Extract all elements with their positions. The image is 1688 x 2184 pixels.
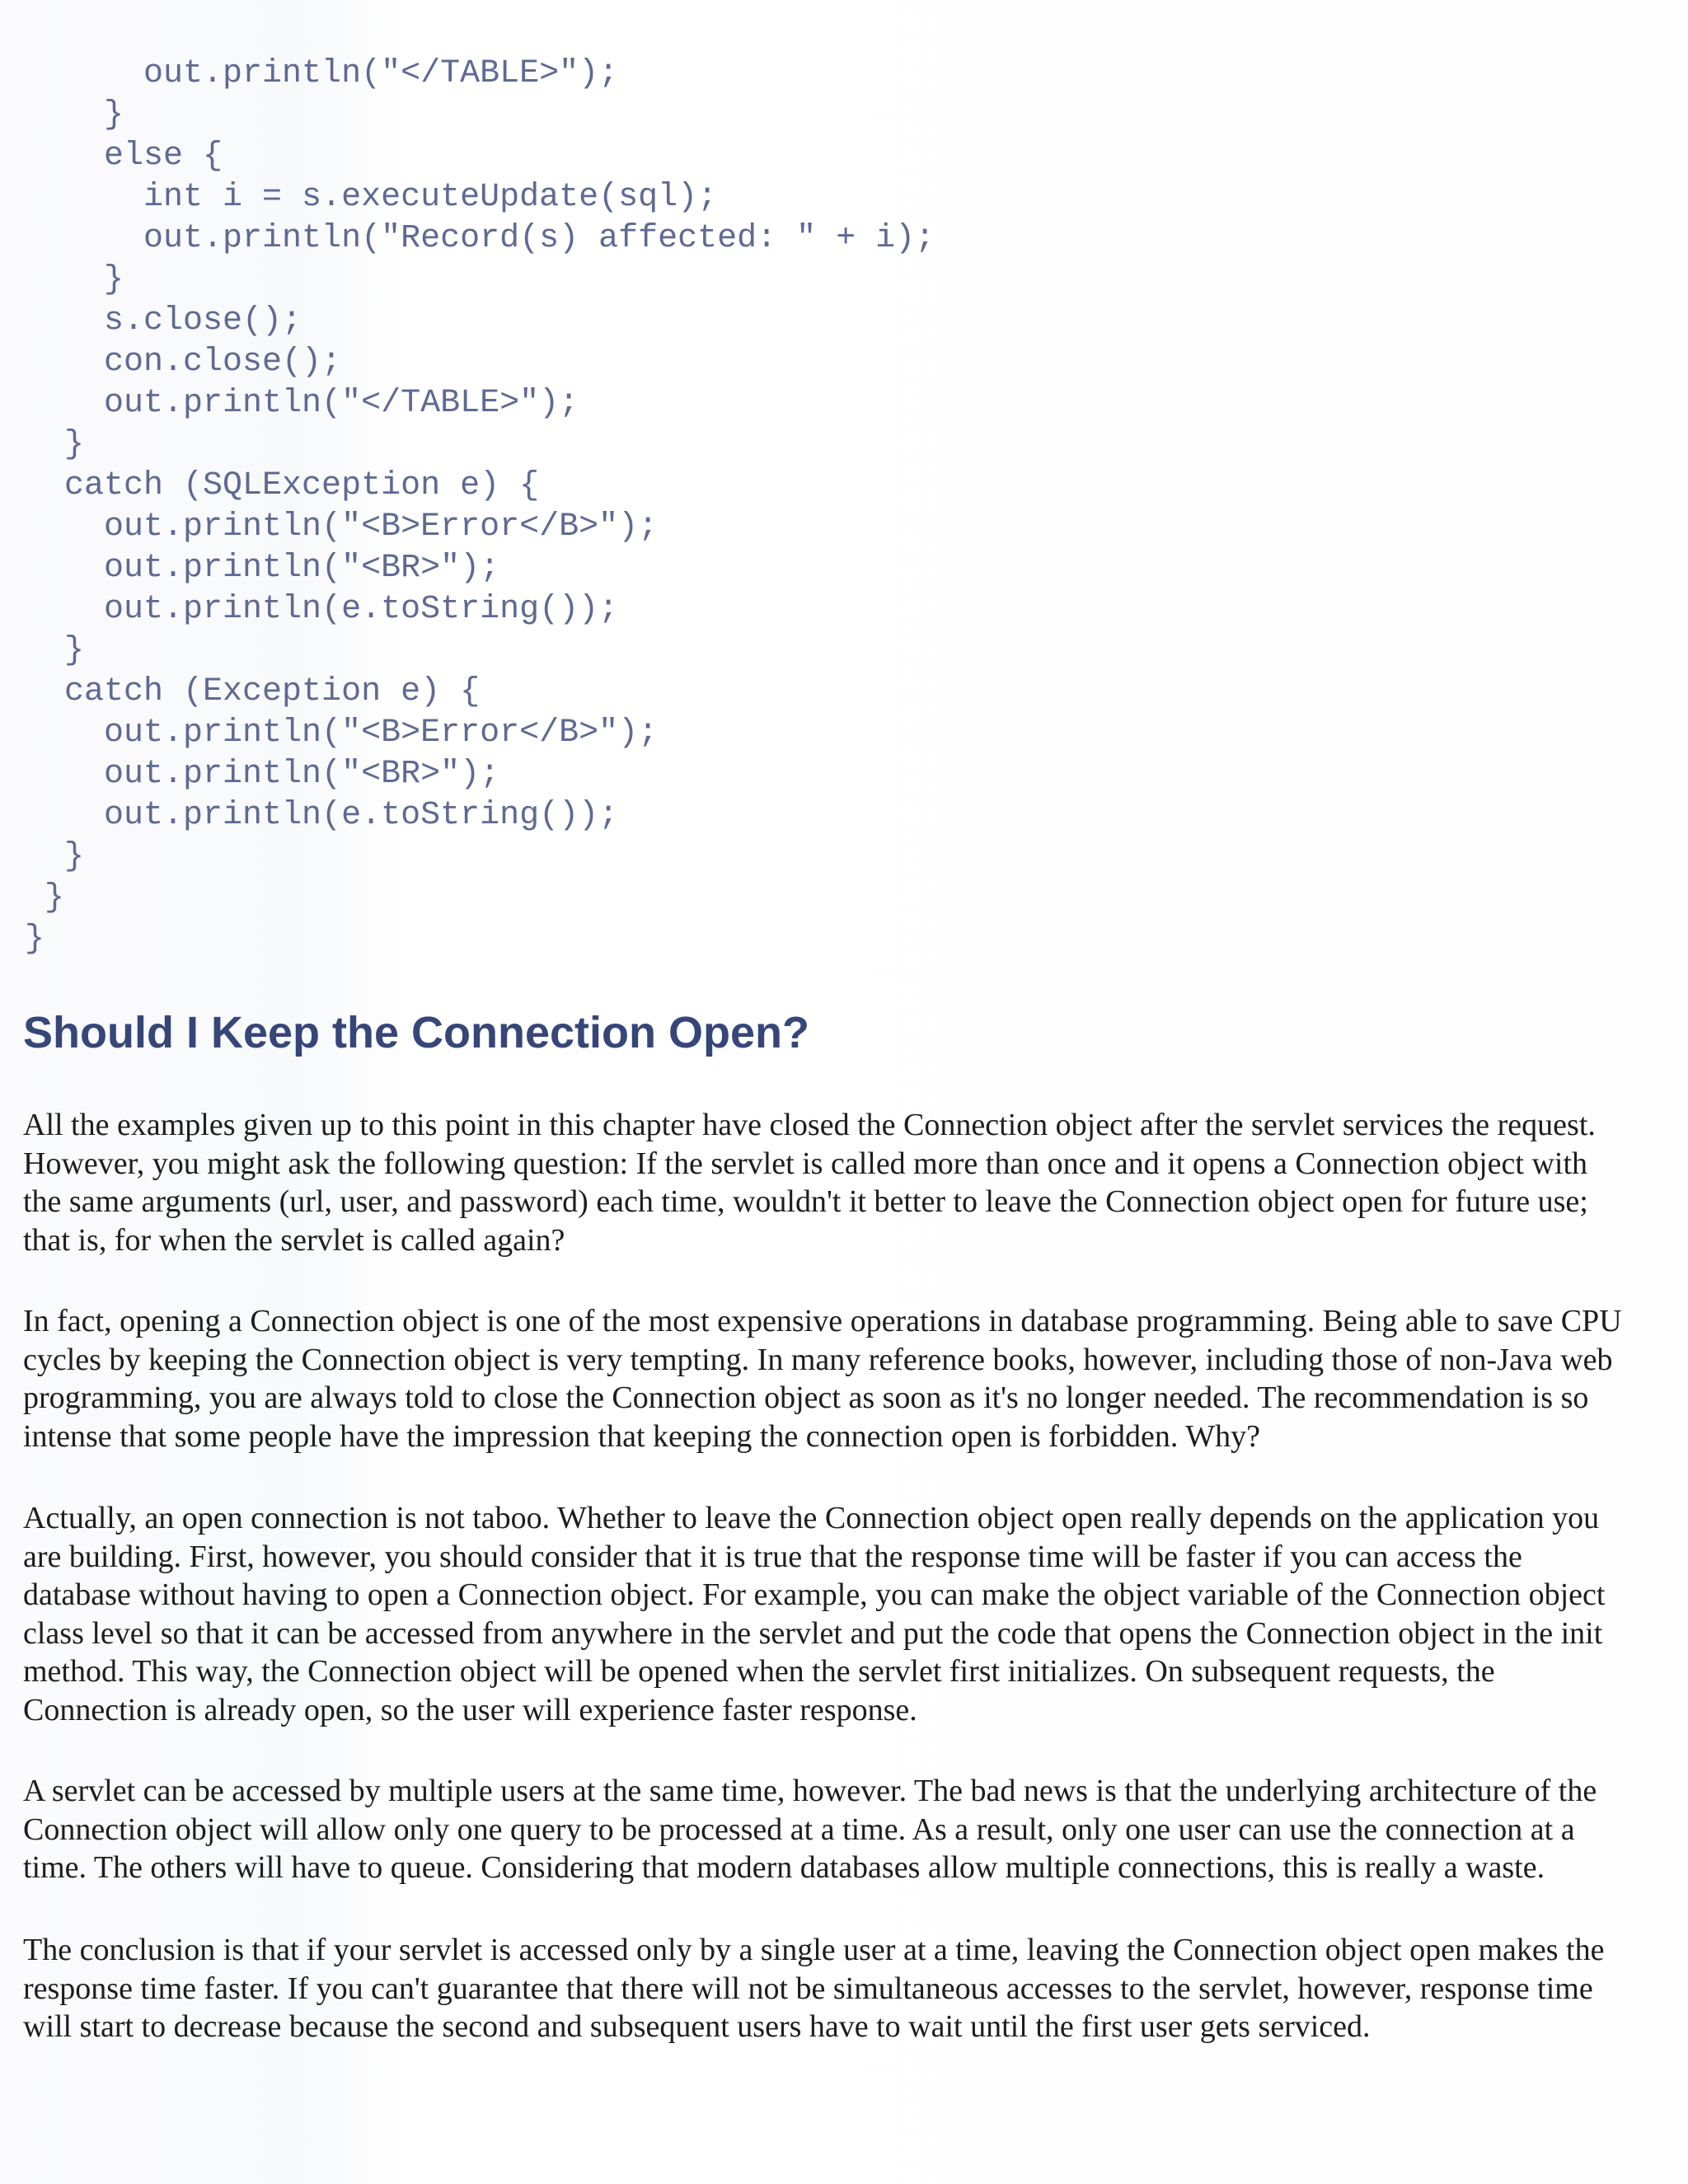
paragraph-line: Connection object will allow only one query to be processed at a time. As a result, only one user can use the connection at a bbox=[23, 1811, 1575, 1847]
code-line: } bbox=[25, 261, 124, 298]
code-line: int i = s.executeUpdate(sql); bbox=[25, 179, 718, 216]
paragraph-line: The conclusion is that if your servlet is accessed only by a single user at a time, leaving the Connection object open makes the bbox=[23, 1933, 1605, 1967]
paragraph-line: All the examples given up to this point in this chapter have closed the Connection object after the servlet services the request. bbox=[23, 1108, 1596, 1142]
paragraph-5 bbox=[23, 1931, 1663, 2046]
paragraph-line: that is, for when the servlet is called again? bbox=[23, 1222, 565, 1258]
code-line: catch (SQLException e) { bbox=[25, 467, 540, 504]
paragraph-4 bbox=[23, 1772, 1663, 1887]
code-line: out.println("<BR>"); bbox=[25, 550, 500, 587]
paragraph-line: response time faster. If you can't guarantee that there will not be simultaneous accesses to the servlet, however, response time bbox=[23, 1971, 1593, 2006]
paragraph-2 bbox=[23, 1302, 1663, 1455]
paragraph-line: the same arguments (url, user, and password) each time, wouldn't it better to leave the Connection object open for future use; bbox=[23, 1184, 1588, 1219]
paragraph-3 bbox=[23, 1499, 1663, 1729]
code-line: catch (Exception e) { bbox=[25, 673, 481, 710]
code-line: con.close(); bbox=[25, 344, 342, 381]
paragraph-line: cycles by keeping the Connection object is very tempting. In many reference books, however, including those of non-Java web bbox=[23, 1342, 1613, 1377]
paragraph-line: method. This way, the Connection object will be opened when the servlet first initializes. On subsequent requests, the bbox=[23, 1654, 1495, 1689]
section-heading: Should I Keep the Connection Open? bbox=[23, 1008, 809, 1057]
code-line: } bbox=[25, 921, 45, 958]
code-line: } bbox=[25, 879, 65, 916]
paragraph-line: Actually, an open connection is not taboo. Whether to leave the Connection object open really depends on the application you bbox=[23, 1501, 1600, 1535]
code-line: out.println("Record(s) affected: " + i); bbox=[25, 220, 935, 257]
code-line: s.close(); bbox=[25, 302, 302, 340]
code-line: out.println("<B>Error</B>"); bbox=[25, 715, 659, 752]
code-line: } bbox=[25, 838, 85, 875]
paragraph-line: intense that some people have the impression that keeping the connection open is forbidden. Why? bbox=[23, 1418, 1260, 1454]
code-line: out.println("</TABLE>"); bbox=[25, 55, 619, 92]
paragraph-line: A servlet can be accessed by multiple users at the same time, however. The bad news is that the underlying architecture of the bbox=[23, 1774, 1597, 1808]
paragraph-line: However, you might ask the following question: If the servlet is called more than once and it opens a Connection object with bbox=[23, 1146, 1588, 1181]
paragraph-1 bbox=[23, 1106, 1663, 1259]
paragraph-line: database without having to open a Connection object. For example, you can make the object variable of the Connection object bbox=[23, 1577, 1606, 1612]
code-listing bbox=[25, 54, 935, 960]
paragraph-line: will start to decrease because the second and subsequent users have to wait until the first user gets serviced. bbox=[23, 2009, 1371, 2044]
code-line: out.println("</TABLE>"); bbox=[25, 385, 579, 422]
code-line: out.println(e.toString()); bbox=[25, 591, 619, 628]
paragraph-line: time. The others will have to queue. Considering that modern databases allow multiple connections, this is really a waste. bbox=[23, 1850, 1545, 1885]
code-line: } bbox=[25, 632, 85, 669]
code-line: } bbox=[25, 96, 124, 134]
code-line: else { bbox=[25, 138, 223, 175]
paragraph-line: programming, you are always told to close the Connection object as soon as it's no longer needed. The recommendation is so bbox=[23, 1380, 1589, 1415]
paragraph-line: class level so that it can be accessed from anywhere in the servlet and put the code that opens the Connection object in the init bbox=[23, 1615, 1603, 1651]
paragraph-line: In fact, opening a Connection object is one of the most expensive operations in database programming. Being able to save CPU bbox=[23, 1304, 1622, 1338]
code-line: out.println("<B>Error</B>"); bbox=[25, 509, 659, 546]
code-line: out.println(e.toString()); bbox=[25, 797, 619, 834]
paragraph-line: Connection is already open, so the user will experience faster response. bbox=[23, 1692, 917, 1727]
code-line: out.println("<BR>"); bbox=[25, 756, 500, 793]
paragraph-line: are building. First, however, you should consider that it is true that the response time will be faster if you can access the bbox=[23, 1539, 1522, 1574]
code-line: } bbox=[25, 426, 85, 463]
